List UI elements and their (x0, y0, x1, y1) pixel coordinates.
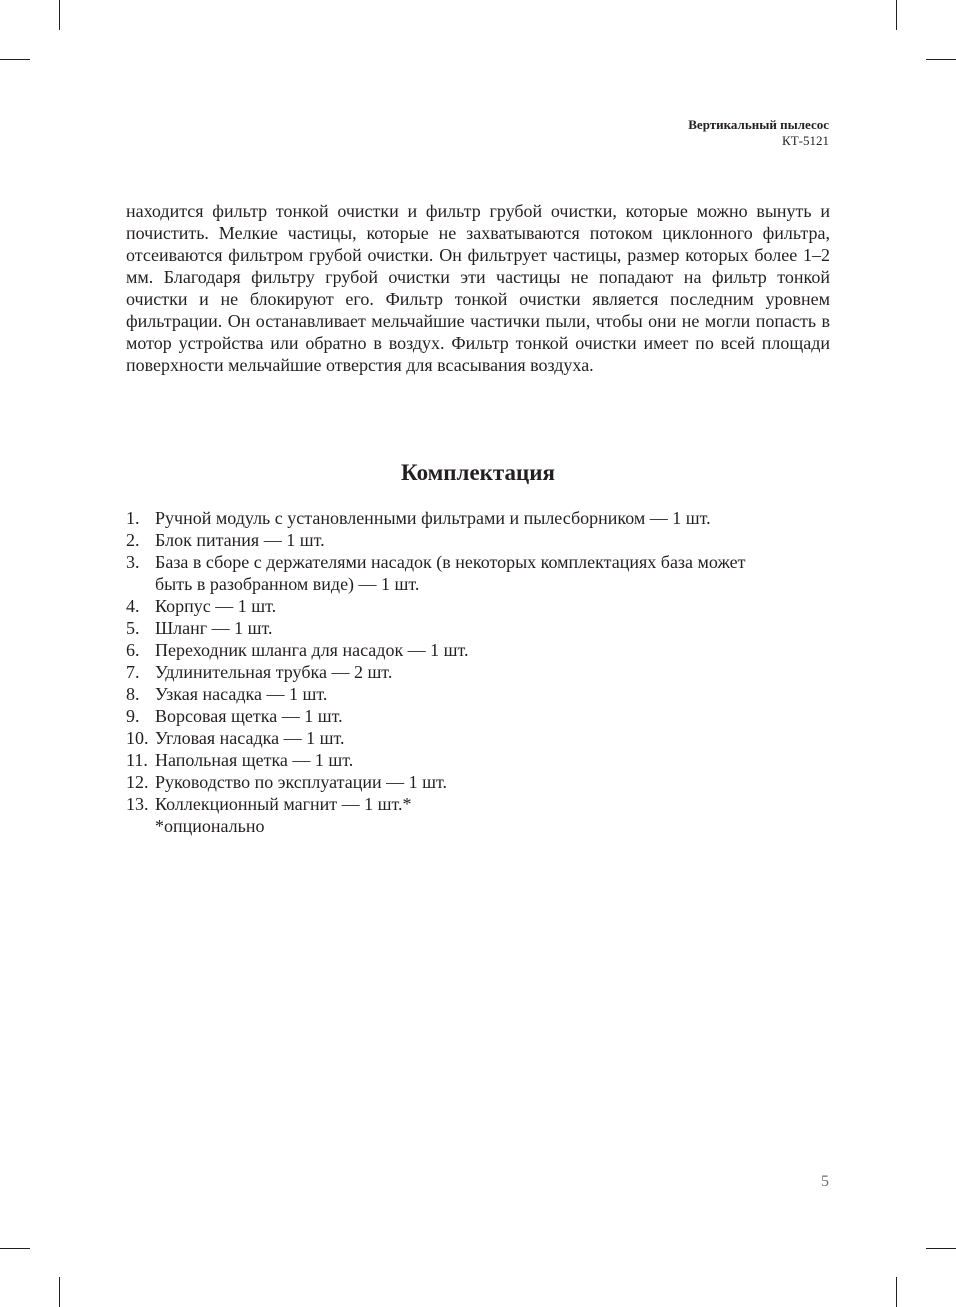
list-item-text: База в сборе с держателями насадок (в некоторых комплектациях база может быть в разобранном виде) — 1 шт. (155, 552, 746, 594)
list-item-text: Узкая насадка — 1 шт. (155, 684, 328, 704)
running-header-model: КТ-5121 (782, 133, 829, 148)
list-item-text: Угловая насадка — 1 шт. (155, 728, 345, 748)
crop-mark-bottom-right-horizontal (926, 1248, 956, 1249)
list-item (126, 551, 830, 595)
list-item-number: 9. (126, 706, 140, 726)
list-item-text: Шланг — 1 шт. (155, 618, 273, 638)
crop-mark-bottom-right-vertical (896, 1277, 897, 1307)
list-item-number: 2. (126, 530, 140, 550)
list-item-number: 7. (126, 662, 140, 682)
footnote: *опционально (155, 816, 265, 836)
list-item (126, 683, 830, 705)
list-item (126, 793, 830, 815)
crop-mark-top-right-horizontal (926, 59, 956, 60)
list-item-text: Ворсовая щетка — 1 шт. (155, 706, 343, 726)
list-item (126, 661, 830, 683)
list-item-text: Переходник шланга для насадок — 1 шт. (155, 640, 469, 660)
list-item (126, 749, 830, 771)
list-item-number: 4. (126, 596, 140, 616)
list-item-number: 10. (126, 728, 149, 748)
list-item-number: 13. (126, 794, 149, 814)
page-number: 5 (821, 1173, 829, 1190)
list-item-number: 5. (126, 618, 140, 638)
list-item-number: 3. (126, 552, 140, 572)
list-item-text: Блок питания — 1 шт. (155, 530, 325, 550)
crop-mark-top-right-vertical (896, 0, 897, 30)
crop-mark-top-left-vertical (59, 0, 60, 30)
list-item-text: Напольная щетка — 1 шт. (155, 750, 354, 770)
list-item-text: Ручной модуль с установленными фильтрами и пылесборником — 1 шт. (155, 508, 711, 528)
list-item (126, 617, 830, 639)
list-item (126, 529, 830, 551)
list-item (126, 771, 830, 793)
running-header-title: Вертикальный пылесос (688, 117, 829, 132)
list-item (126, 595, 830, 617)
crop-mark-bottom-left-vertical (59, 1277, 60, 1307)
list-item (126, 507, 830, 529)
contents-list (126, 507, 830, 815)
list-item-number: 11. (126, 750, 148, 770)
list-item-number: 8. (126, 684, 140, 704)
list-item-text: Руководство по эксплуатации — 1 шт. (155, 772, 447, 792)
list-item-text: Удлинительная трубка — 2 шт. (155, 662, 393, 682)
list-item-number: 6. (126, 640, 140, 660)
list-item-number: 1. (126, 508, 140, 528)
list-item-number: 12. (126, 772, 149, 792)
body-paragraph: находится фильтр тонкой очистки и фильтр грубой очистки, которые можно вынуть и почистить. Мелкие частицы, которые не захватываются потоком циклонного фильтра, отсеиваются фильтром грубой очистки. Он фильтрует частицы, размер которых более 1–2 мм. Благодаря фильтру грубой очистки эти частицы не попадают на фильтр тонкой очистки и не блокируют его. Фильтр тонкой очистки является последним уровнем фильтрации. Он останавливает мельчайшие частички пыли, чтобы они не могли попасть в мотор устройства или обратно в воздух. Фильтр тонкой очистки имеет по всей площади поверхности мельчайшие отверстия для всасывания воздуха. (126, 201, 830, 375)
crop-mark-bottom-left-horizontal (0, 1248, 30, 1249)
list-item (126, 705, 830, 727)
list-item (126, 727, 830, 749)
crop-mark-top-left-horizontal (0, 59, 30, 60)
list-item (126, 639, 830, 661)
list-item-text: Корпус — 1 шт. (155, 596, 277, 616)
list-item-text: Коллекционный магнит — 1 шт.* (155, 794, 412, 814)
running-header (688, 117, 829, 149)
section-heading: Комплектация (401, 460, 555, 485)
